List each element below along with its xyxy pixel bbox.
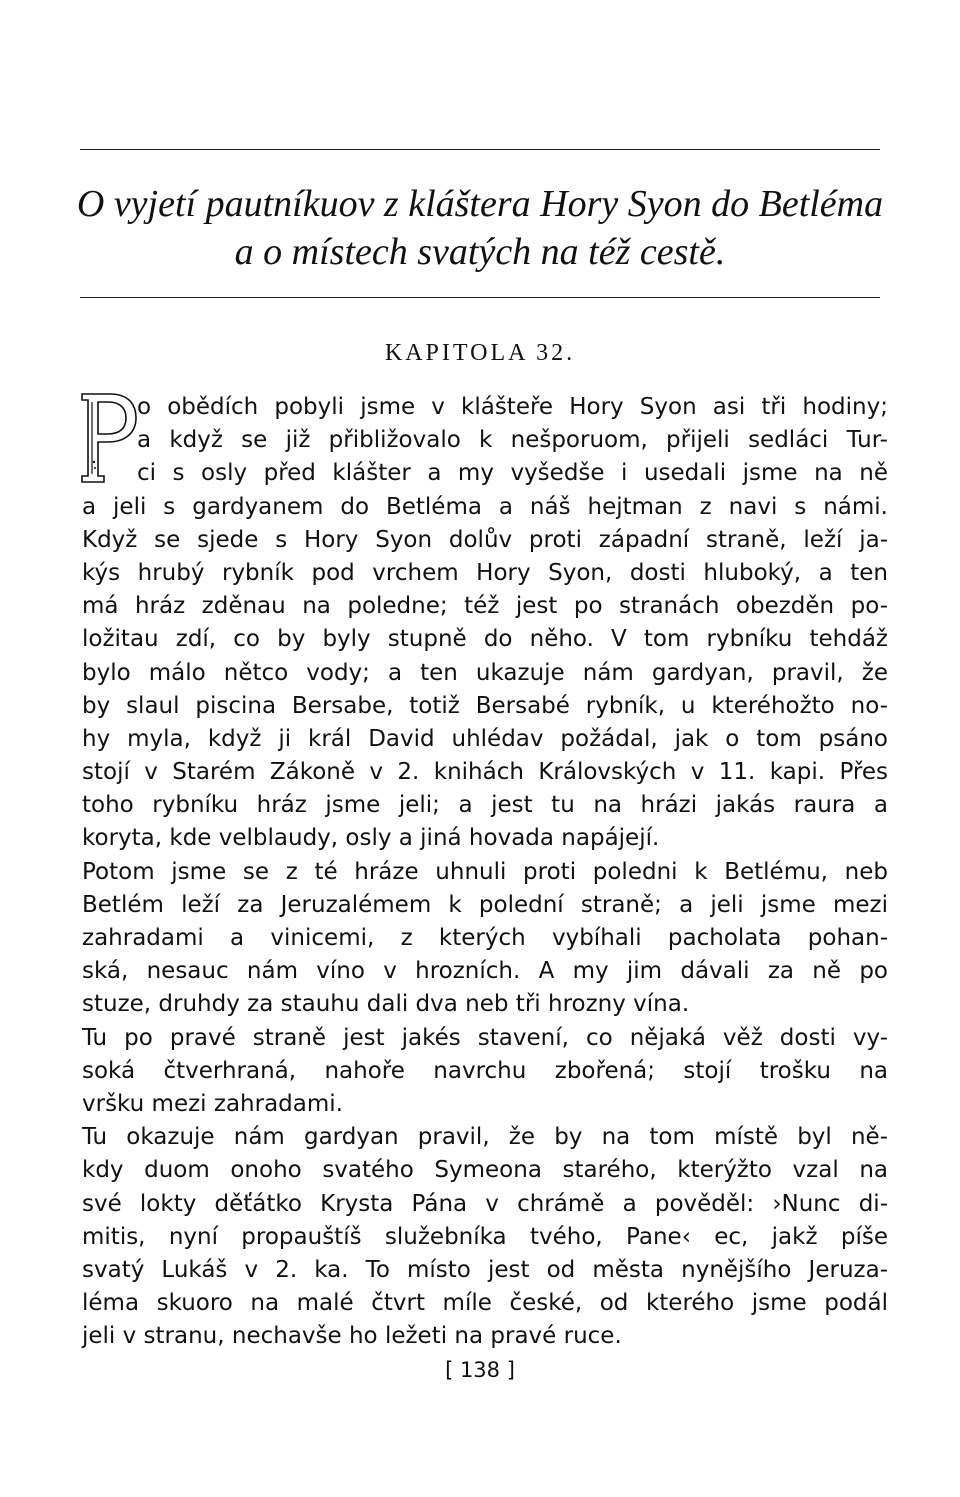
text-line: léma skuoro na malé čtvrt míle české, od kterého jsme podál <box>82 1290 888 1317</box>
page-number: [ 138 ] <box>445 1358 515 1382</box>
heading-line-2: a o místech svatých na též cestě. <box>234 231 726 273</box>
text-line: stojí v Starém Zákoně v 2. knihách Královských v 11. kapi. Přes <box>82 759 888 786</box>
chapter-number: KAPITOLA 32. <box>384 340 576 366</box>
text-line: bylo málo nětco vody; a ten ukazuje nám gardyan, pravil, že <box>82 659 888 686</box>
text-line: koryta, kde velblaudy, osly a jiná hovada napájejí. <box>82 825 660 852</box>
text-line: ská, nesauc nám víno v hrozních. A my jim dávali za ně po <box>82 958 888 985</box>
text-line: kýs hrubý rybník pod vrchem Hory Syon, dosti hluboký, a ten <box>82 559 888 586</box>
text-line: Tu okazuje nám gardyan pravil, že by na tom místě byl ně- <box>82 1124 888 1151</box>
text-line: a jeli s gardyanem do Betléma a náš hejtman z navi s námi. <box>82 493 888 520</box>
text-line: ložitau zdí, co by byly stupně do něho. V tom rybníku tehdáž <box>82 626 888 653</box>
text-line: a když se již přibližovalo k nešporuom, přijeli sedláci Tur- <box>137 427 888 454</box>
text-line: Potom jsme se z té hráze uhnuli proti poledni k Betlému, neb <box>82 858 888 885</box>
text-line: Když se sjede s Hory Syon dolův proti západní straně, leží ja- <box>82 526 888 553</box>
text-line: má hráz zděnau na poledne; též jest po stranách obezděn po- <box>82 593 888 620</box>
text-line: jeli v stranu, nechavše ho ležeti na pravé ruce. <box>82 1323 622 1350</box>
text-line: stuze, druhdy za stauhu dali dva neb tři hrozny vína. <box>82 991 690 1018</box>
text-line: hy myla, když ji král David uhlédav požádal, jak o tom psáno <box>82 725 888 752</box>
text-line: mitis, nyní propauštíš služebníka tvého, Pane‹ ec, jakž píše <box>82 1223 888 1250</box>
text-line: o obědích pobyli jsme v klášteře Hory Syon asi tři hodiny; <box>137 394 888 420</box>
text-line: svatý Lukáš v 2. ka. To místo jest od města nynějšího Jeruza- <box>82 1256 888 1283</box>
body-text <box>82 391 888 1353</box>
text-line: ci s osly před klášter a my vyšedše i usedali jsme na ně <box>137 460 888 487</box>
text-line: Betlém leží za Jeruzalémem k polední straně; a jeli jsme mezi <box>82 891 888 918</box>
text-line: vršku mezi zahradami. <box>82 1090 343 1117</box>
text-line: kdy duom onoho svatého Symeona starého, kterýžto vzal na <box>82 1157 888 1184</box>
text-line: zahradami a vinicemi, z kterých vybíhali pacholata pohan- <box>82 925 888 951</box>
chapter-heading <box>60 180 900 276</box>
top-rule <box>80 149 880 150</box>
text-line: by slaul piscina Bersabe, totiž Bersabé rybník, u kteréhožto no- <box>82 692 888 719</box>
text-line: toho rybníku hráz jsme jeli; a jest tu na hrázi jakás raura a <box>82 792 888 819</box>
bottom-rule <box>80 297 880 298</box>
text-line: soká čtverhraná, nahoře navrchu zbořená; stojí trošku na <box>82 1057 888 1084</box>
heading-line-1: O vyjetí pautníkuov z kláštera Hory Syon do Betléma <box>76 183 884 225</box>
text-line: své lokty děťátko Krysta Pána v chrámě a pověděl: ›Nunc di- <box>82 1190 888 1217</box>
text-line: Tu po pravé straně jest jakés stavení, co nějaká věž dosti vy- <box>82 1024 888 1051</box>
